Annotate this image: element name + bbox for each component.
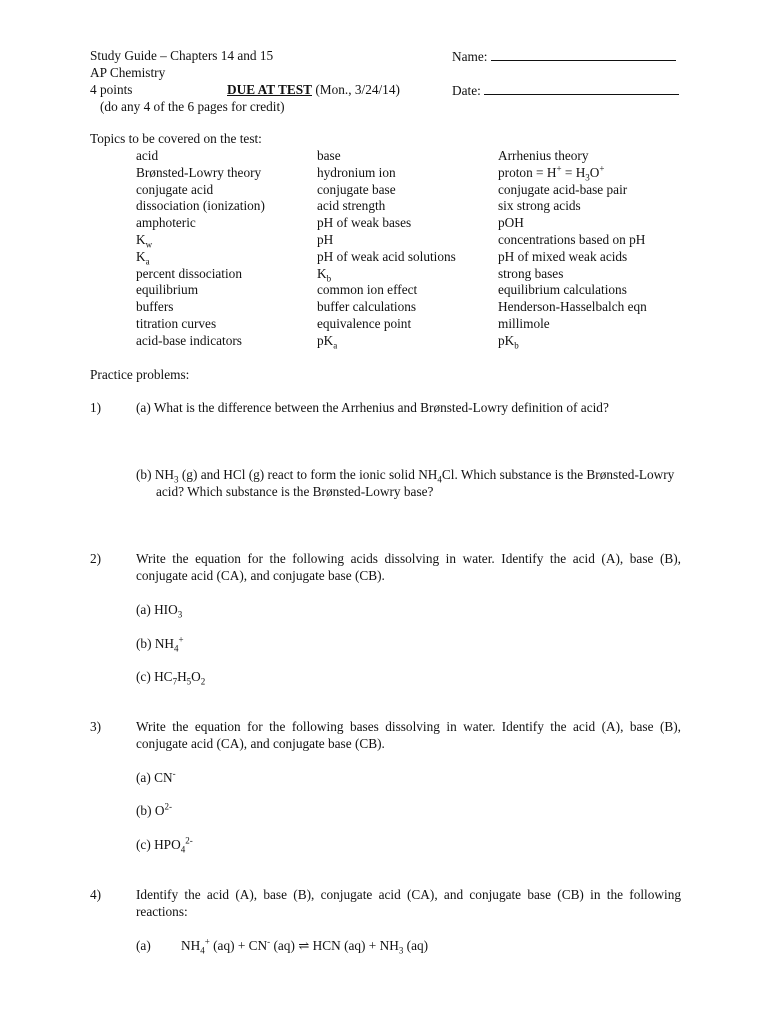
topic-item: millimole	[498, 315, 550, 331]
topic-item: Arrhenius theory	[498, 148, 589, 163]
topic-item: base	[317, 148, 341, 163]
topic-item: Henderson-Hasselbalch eqn	[498, 299, 647, 315]
topic-item: common ion effect	[317, 282, 418, 298]
question-4a-label: (a)	[136, 938, 151, 953]
topic-item: amphoteric	[136, 215, 196, 231]
topic-item: buffer calculations	[317, 299, 417, 315]
topic-item: equilibrium calculations	[498, 282, 627, 298]
topic-item: concentrations based on pH	[498, 231, 646, 247]
topics-column-2	[317, 148, 456, 350]
topic-item: Brønsted-Lowry theory	[136, 164, 262, 180]
instructions: (do any 4 of the 6 pages for credit)	[100, 99, 285, 114]
topic-item: pOH	[498, 215, 524, 231]
question-4-number: 4)	[90, 887, 102, 902]
course-name: AP Chemistry	[90, 65, 166, 80]
question-3b: (b) $O^{2-}$	[136, 801, 172, 818]
topic-item: pH of weak acid solutions	[317, 248, 456, 264]
question-2-text: Write the equation for the following acids dissolving in water. Identify the acid (A), base (B), conjugate acid (CA), and conjugate base (CB).	[136, 551, 681, 583]
due-date: (Mon., 3/24/14)	[315, 82, 400, 97]
question-3c: (c) $HPO_4^{2-}$	[136, 835, 193, 855]
practice-heading: Practice problems:	[90, 367, 190, 382]
date-field[interactable]	[452, 82, 679, 100]
topics-column-3	[498, 148, 647, 350]
date-blank[interactable]	[484, 82, 679, 95]
due-label: DUE AT TEST	[227, 82, 312, 97]
due-line	[227, 82, 400, 99]
question-4a-equation: $NH_4^+$ (aq) + CN- (aq) ⇌ HCN $(aq) + NH_3$ (aq)	[181, 936, 429, 956]
topic-item: acid	[136, 148, 159, 163]
topic-item: strong bases	[498, 265, 564, 281]
question-2a: (a) $HIO_3$	[136, 602, 183, 620]
topic-item: equilibrium	[136, 282, 199, 298]
topic-item: conjugate base	[317, 181, 396, 197]
topic-item: proton = $H^+ = H_3O^+$	[498, 163, 605, 183]
name-field[interactable]	[452, 48, 676, 66]
topic-item: $K_w$	[136, 231, 153, 250]
name-blank[interactable]	[491, 48, 676, 61]
topic-item: $K_b$	[317, 265, 332, 284]
question-3-text: Write the equation for the following bases dissolving in water. Identify the acid (A), base (B), conjugate acid (CA), and conjugate base (CB).	[136, 719, 681, 751]
topic-item: acid-base indicators	[136, 332, 242, 348]
question-2b: (b) $NH_4^+$	[136, 634, 184, 654]
question-2-number: 2)	[90, 551, 102, 566]
topic-item: pH of weak bases	[317, 215, 412, 231]
topic-item: dissociation (ionization)	[136, 198, 265, 214]
date-label: Date:	[452, 83, 481, 98]
question-1a: (a) What is the difference between the Arrhenius and Brønsted-Lowry definition of acid?	[136, 400, 609, 415]
question-1b-line2: acid? Which substance is the Brønsted-Lowry base?	[156, 484, 434, 499]
topic-item: titration curves	[136, 315, 217, 331]
topic-item: conjugate acid-base pair	[498, 181, 628, 197]
topic-item: hydronium ion	[317, 164, 396, 180]
question-1-number: 1)	[90, 400, 102, 415]
topic-item: $pK_b$	[498, 332, 519, 351]
topics-column-1	[136, 148, 265, 350]
topic-item: pH of mixed weak acids	[498, 248, 628, 264]
topic-item: percent dissociation	[136, 265, 242, 281]
topic-item: equivalence point	[317, 315, 412, 331]
topic-item: buffers	[136, 299, 174, 315]
topic-item: six strong acids	[498, 198, 581, 214]
question-1b-line1: (b) $NH_3$ (g) and HCl (g) react to form the ionic solid $NH_4Cl$. Which substance is the Brønsted-Lowry	[136, 467, 675, 485]
topics-heading: Topics to be covered on the test:	[90, 131, 262, 146]
points-label: 4 points	[90, 82, 133, 97]
question-3-number: 3)	[90, 719, 102, 734]
question-2c: (c) $HC_7H_5O_2$	[136, 669, 206, 687]
document-title: Study Guide – Chapters 14 and 15	[90, 48, 274, 63]
topic-item: pH	[317, 231, 334, 247]
topic-item: conjugate acid	[136, 181, 214, 197]
topic-item: acid strength	[317, 198, 386, 214]
topic-item: $pK_a$	[317, 332, 338, 351]
question-4-text: Identify the acid (A), base (B), conjugate acid (CA), and conjugate base (CB) in the following reactions:	[136, 887, 681, 919]
topic-item: $K_a$	[136, 248, 150, 267]
name-label: Name:	[452, 49, 488, 64]
question-3a: (a) CN-	[136, 768, 176, 785]
